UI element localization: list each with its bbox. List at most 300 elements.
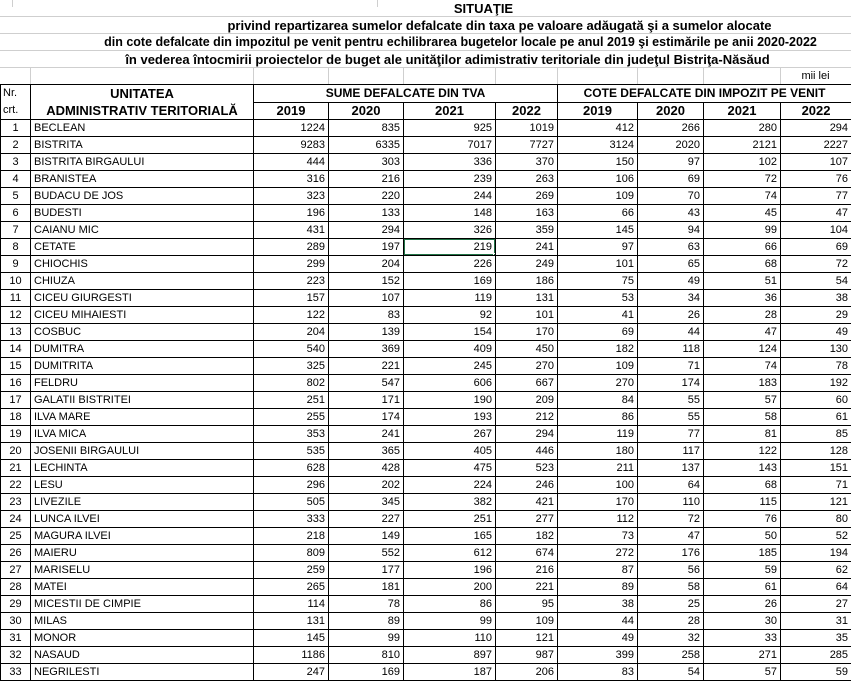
value-cell[interactable]: 51 — [704, 273, 781, 290]
value-cell[interactable]: 270 — [558, 375, 638, 392]
row-number-cell[interactable]: 9 — [1, 256, 31, 273]
value-cell[interactable]: 74 — [704, 358, 781, 375]
value-cell[interactable]: 130 — [781, 341, 851, 358]
value-cell[interactable]: 124 — [704, 341, 781, 358]
value-cell[interactable]: 1019 — [496, 120, 558, 137]
row-number-cell[interactable]: 3 — [1, 154, 31, 171]
value-cell[interactable]: 86 — [558, 409, 638, 426]
value-cell[interactable]: 54 — [781, 273, 851, 290]
value-cell[interactable]: 81 — [704, 426, 781, 443]
value-cell[interactable]: 431 — [254, 222, 329, 239]
value-cell[interactable]: 365 — [329, 443, 404, 460]
row-number-cell[interactable]: 17 — [1, 392, 31, 409]
unit-name-cell[interactable]: DUMITRA — [31, 341, 254, 358]
value-cell[interactable]: 28 — [638, 613, 704, 630]
row-number-cell[interactable]: 7 — [1, 222, 31, 239]
unit-name-cell[interactable]: MAGURA ILVEI — [31, 528, 254, 545]
value-cell[interactable]: 49 — [638, 273, 704, 290]
value-cell[interactable]: 421 — [496, 494, 558, 511]
value-cell[interactable]: 97 — [638, 154, 704, 171]
value-cell[interactable]: 266 — [638, 120, 704, 137]
value-cell[interactable]: 34 — [638, 290, 704, 307]
value-cell[interactable]: 218 — [254, 528, 329, 545]
value-cell[interactable]: 169 — [329, 664, 404, 681]
active-cell[interactable]: 219 — [404, 239, 496, 256]
value-cell[interactable]: 66 — [558, 205, 638, 222]
value-cell[interactable]: 69 — [558, 324, 638, 341]
value-cell[interactable]: 370 — [496, 154, 558, 171]
value-cell[interactable]: 9283 — [254, 137, 329, 154]
value-cell[interactable]: 6335 — [329, 137, 404, 154]
value-cell[interactable]: 110 — [404, 630, 496, 647]
value-cell[interactable]: 109 — [558, 358, 638, 375]
value-cell[interactable]: 325 — [254, 358, 329, 375]
year-header-tva-2021[interactable]: 2021 — [404, 102, 496, 120]
value-cell[interactable]: 26 — [704, 596, 781, 613]
row-number-cell[interactable]: 25 — [1, 528, 31, 545]
value-cell[interactable]: 57 — [704, 392, 781, 409]
unit-name-cell[interactable]: LESU — [31, 477, 254, 494]
value-cell[interactable]: 345 — [329, 494, 404, 511]
value-cell[interactable]: 226 — [404, 256, 496, 273]
row-number-cell[interactable]: 28 — [1, 579, 31, 596]
row-number-cell[interactable]: 8 — [1, 239, 31, 256]
value-cell[interactable]: 277 — [496, 511, 558, 528]
value-cell[interactable]: 109 — [558, 188, 638, 205]
row-number-cell[interactable]: 11 — [1, 290, 31, 307]
value-cell[interactable]: 316 — [254, 171, 329, 188]
value-cell[interactable]: 78 — [781, 358, 851, 375]
value-cell[interactable]: 109 — [496, 613, 558, 630]
value-cell[interactable]: 119 — [558, 426, 638, 443]
value-cell[interactable]: 802 — [254, 375, 329, 392]
value-cell[interactable]: 41 — [558, 307, 638, 324]
value-cell[interactable]: 58 — [704, 409, 781, 426]
value-cell[interactable]: 52 — [781, 528, 851, 545]
value-cell[interactable]: 85 — [781, 426, 851, 443]
nr-crt-header-cell[interactable] — [1, 85, 31, 120]
value-cell[interactable]: 181 — [329, 579, 404, 596]
value-cell[interactable]: 99 — [704, 222, 781, 239]
unit-name-cell[interactable]: MAIERU — [31, 545, 254, 562]
value-cell[interactable]: 450 — [496, 341, 558, 358]
value-cell[interactable]: 57 — [704, 664, 781, 681]
value-cell[interactable]: 333 — [254, 511, 329, 528]
value-cell[interactable]: 176 — [638, 545, 704, 562]
value-cell[interactable]: 299 — [254, 256, 329, 273]
value-cell[interactable]: 83 — [329, 307, 404, 324]
value-cell[interactable]: 269 — [496, 188, 558, 205]
value-cell[interactable]: 32 — [638, 630, 704, 647]
value-cell[interactable]: 63 — [638, 239, 704, 256]
unit-name-cell[interactable]: LIVEZILE — [31, 494, 254, 511]
row-number-cell[interactable]: 33 — [1, 664, 31, 681]
value-cell[interactable]: 145 — [558, 222, 638, 239]
row-number-cell[interactable]: 2 — [1, 137, 31, 154]
year-header-tva-2022[interactable]: 2022 — [496, 102, 558, 120]
value-cell[interactable]: 271 — [704, 647, 781, 664]
value-cell[interactable]: 101 — [558, 256, 638, 273]
value-cell[interactable]: 66 — [704, 239, 781, 256]
unit-name-cell[interactable]: CETATE — [31, 239, 254, 256]
unit-name-cell[interactable]: DUMITRITA — [31, 358, 254, 375]
value-cell[interactable]: 251 — [254, 392, 329, 409]
value-cell[interactable]: 122 — [704, 443, 781, 460]
value-cell[interactable]: 326 — [404, 222, 496, 239]
value-cell[interactable]: 2121 — [704, 137, 781, 154]
row-number-cell[interactable]: 1 — [1, 120, 31, 137]
value-cell[interactable]: 122 — [254, 307, 329, 324]
value-cell[interactable]: 3124 — [558, 137, 638, 154]
value-cell[interactable]: 33 — [704, 630, 781, 647]
value-cell[interactable]: 628 — [254, 460, 329, 477]
value-cell[interactable]: 552 — [329, 545, 404, 562]
value-cell[interactable]: 535 — [254, 443, 329, 460]
value-cell[interactable]: 216 — [496, 562, 558, 579]
value-cell[interactable]: 204 — [254, 324, 329, 341]
value-cell[interactable]: 323 — [254, 188, 329, 205]
value-cell[interactable]: 211 — [558, 460, 638, 477]
value-cell[interactable]: 102 — [704, 154, 781, 171]
value-cell[interactable]: 405 — [404, 443, 496, 460]
unit-name-cell[interactable]: BRANISTEA — [31, 171, 254, 188]
value-cell[interactable]: 35 — [781, 630, 851, 647]
value-cell[interactable]: 165 — [404, 528, 496, 545]
value-cell[interactable]: 131 — [496, 290, 558, 307]
value-cell[interactable]: 540 — [254, 341, 329, 358]
value-cell[interactable]: 186 — [496, 273, 558, 290]
value-cell[interactable]: 76 — [781, 171, 851, 188]
row-number-cell[interactable]: 32 — [1, 647, 31, 664]
row-number-cell[interactable]: 18 — [1, 409, 31, 426]
value-cell[interactable]: 206 — [496, 664, 558, 681]
unit-name-cell[interactable]: NEGRILESTI — [31, 664, 254, 681]
unit-name-cell[interactable]: ILVA MICA — [31, 426, 254, 443]
value-cell[interactable]: 114 — [254, 596, 329, 613]
value-cell[interactable]: 209 — [496, 392, 558, 409]
value-cell[interactable]: 74 — [704, 188, 781, 205]
value-cell[interactable]: 196 — [254, 205, 329, 222]
unit-name-cell[interactable]: BECLEAN — [31, 120, 254, 137]
year-header-ipv-2022[interactable]: 2022 — [781, 102, 851, 120]
row-number-cell[interactable]: 12 — [1, 307, 31, 324]
value-cell[interactable]: 382 — [404, 494, 496, 511]
value-cell[interactable]: 444 — [254, 154, 329, 171]
value-cell[interactable]: 187 — [404, 664, 496, 681]
value-cell[interactable]: 294 — [781, 120, 851, 137]
value-cell[interactable]: 192 — [781, 375, 851, 392]
unit-name-cell[interactable]: BISTRITA BIRGAULUI — [31, 154, 254, 171]
value-cell[interactable]: 100 — [558, 477, 638, 494]
value-cell[interactable]: 139 — [329, 324, 404, 341]
year-header-tva-2020[interactable]: 2020 — [329, 102, 404, 120]
value-cell[interactable]: 336 — [404, 154, 496, 171]
value-cell[interactable]: 30 — [704, 613, 781, 630]
value-cell[interactable]: 412 — [558, 120, 638, 137]
value-cell[interactable]: 60 — [781, 392, 851, 409]
value-cell[interactable]: 69 — [638, 171, 704, 188]
value-cell[interactable]: 44 — [558, 613, 638, 630]
unit-name-cell[interactable]: CHIUZA — [31, 273, 254, 290]
value-cell[interactable]: 249 — [496, 256, 558, 273]
value-cell[interactable]: 149 — [329, 528, 404, 545]
value-cell[interactable]: 197 — [329, 239, 404, 256]
value-cell[interactable]: 174 — [638, 375, 704, 392]
value-cell[interactable]: 2020 — [638, 137, 704, 154]
value-cell[interactable]: 55 — [638, 392, 704, 409]
value-cell[interactable]: 117 — [638, 443, 704, 460]
value-cell[interactable]: 258 — [638, 647, 704, 664]
value-cell[interactable]: 220 — [329, 188, 404, 205]
value-cell[interactable]: 289 — [254, 239, 329, 256]
value-cell[interactable]: 77 — [781, 188, 851, 205]
value-cell[interactable]: 49 — [558, 630, 638, 647]
value-cell[interactable]: 28 — [704, 307, 781, 324]
value-cell[interactable]: 59 — [704, 562, 781, 579]
value-cell[interactable]: 154 — [404, 324, 496, 341]
value-cell[interactable]: 606 — [404, 375, 496, 392]
value-cell[interactable]: 267 — [404, 426, 496, 443]
value-cell[interactable]: 245 — [404, 358, 496, 375]
value-cell[interactable]: 674 — [496, 545, 558, 562]
value-cell[interactable]: 72 — [781, 256, 851, 273]
value-cell[interactable]: 369 — [329, 341, 404, 358]
value-cell[interactable]: 547 — [329, 375, 404, 392]
value-cell[interactable]: 174 — [329, 409, 404, 426]
value-cell[interactable]: 121 — [781, 494, 851, 511]
row-number-cell[interactable]: 24 — [1, 511, 31, 528]
value-cell[interactable]: 31 — [781, 613, 851, 630]
value-cell[interactable]: 399 — [558, 647, 638, 664]
value-cell[interactable]: 94 — [638, 222, 704, 239]
value-cell[interactable]: 272 — [558, 545, 638, 562]
unit-name-cell[interactable]: MATEI — [31, 579, 254, 596]
unit-name-cell[interactable]: MARISELU — [31, 562, 254, 579]
value-cell[interactable]: 227 — [329, 511, 404, 528]
value-cell[interactable]: 128 — [781, 443, 851, 460]
value-cell[interactable]: 143 — [704, 460, 781, 477]
value-cell[interactable]: 212 — [496, 409, 558, 426]
value-cell[interactable]: 95 — [496, 596, 558, 613]
value-cell[interactable]: 221 — [496, 579, 558, 596]
value-cell[interactable]: 190 — [404, 392, 496, 409]
value-cell[interactable]: 810 — [329, 647, 404, 664]
value-cell[interactable]: 61 — [704, 579, 781, 596]
row-number-cell[interactable]: 22 — [1, 477, 31, 494]
value-cell[interactable]: 78 — [329, 596, 404, 613]
value-cell[interactable]: 359 — [496, 222, 558, 239]
row-number-cell[interactable]: 21 — [1, 460, 31, 477]
value-cell[interactable]: 259 — [254, 562, 329, 579]
value-cell[interactable]: 182 — [558, 341, 638, 358]
row-number-cell[interactable]: 26 — [1, 545, 31, 562]
value-cell[interactable]: 110 — [638, 494, 704, 511]
value-cell[interactable]: 244 — [404, 188, 496, 205]
value-cell[interactable]: 157 — [254, 290, 329, 307]
row-number-cell[interactable]: 10 — [1, 273, 31, 290]
group-header-tva[interactable]: SUME DEFALCATE DIN TVA — [254, 85, 558, 103]
value-cell[interactable]: 667 — [496, 375, 558, 392]
value-cell[interactable]: 169 — [404, 273, 496, 290]
value-cell[interactable]: 101 — [496, 307, 558, 324]
value-cell[interactable]: 294 — [496, 426, 558, 443]
unit-name-cell[interactable]: CHIOCHIS — [31, 256, 254, 273]
value-cell[interactable]: 71 — [638, 358, 704, 375]
unit-name-cell[interactable]: BISTRITA — [31, 137, 254, 154]
value-cell[interactable]: 221 — [329, 358, 404, 375]
value-cell[interactable]: 180 — [558, 443, 638, 460]
value-cell[interactable]: 54 — [638, 664, 704, 681]
value-cell[interactable]: 294 — [329, 222, 404, 239]
row-number-cell[interactable]: 13 — [1, 324, 31, 341]
unit-name-cell[interactable]: GALATII BISTRITEI — [31, 392, 254, 409]
value-cell[interactable]: 49 — [781, 324, 851, 341]
value-cell[interactable]: 353 — [254, 426, 329, 443]
value-cell[interactable]: 80 — [781, 511, 851, 528]
value-cell[interactable]: 303 — [329, 154, 404, 171]
value-cell[interactable]: 137 — [638, 460, 704, 477]
value-cell[interactable]: 61 — [781, 409, 851, 426]
value-cell[interactable]: 835 — [329, 120, 404, 137]
value-cell[interactable]: 47 — [704, 324, 781, 341]
value-cell[interactable]: 43 — [638, 205, 704, 222]
value-cell[interactable]: 69 — [781, 239, 851, 256]
value-cell[interactable]: 148 — [404, 205, 496, 222]
value-cell[interactable]: 183 — [704, 375, 781, 392]
value-cell[interactable]: 64 — [781, 579, 851, 596]
value-cell[interactable]: 285 — [781, 647, 851, 664]
value-cell[interactable]: 89 — [558, 579, 638, 596]
value-cell[interactable]: 83 — [558, 664, 638, 681]
unit-name-cell[interactable]: MONOR — [31, 630, 254, 647]
value-cell[interactable]: 71 — [781, 477, 851, 494]
value-cell[interactable]: 89 — [329, 613, 404, 630]
value-cell[interactable]: 27 — [781, 596, 851, 613]
value-cell[interactable]: 185 — [704, 545, 781, 562]
row-number-cell[interactable]: 19 — [1, 426, 31, 443]
value-cell[interactable]: 133 — [329, 205, 404, 222]
value-cell[interactable]: 59 — [781, 664, 851, 681]
value-cell[interactable]: 36 — [704, 290, 781, 307]
value-cell[interactable]: 265 — [254, 579, 329, 596]
value-cell[interactable]: 72 — [704, 171, 781, 188]
value-cell[interactable]: 150 — [558, 154, 638, 171]
value-cell[interactable]: 897 — [404, 647, 496, 664]
row-number-cell[interactable]: 15 — [1, 358, 31, 375]
unit-name-cell[interactable]: NASAUD — [31, 647, 254, 664]
value-cell[interactable]: 118 — [638, 341, 704, 358]
value-cell[interactable]: 204 — [329, 256, 404, 273]
value-cell[interactable]: 45 — [704, 205, 781, 222]
value-cell[interactable]: 200 — [404, 579, 496, 596]
unit-name-cell[interactable]: FELDRU — [31, 375, 254, 392]
value-cell[interactable]: 987 — [496, 647, 558, 664]
value-cell[interactable]: 255 — [254, 409, 329, 426]
value-cell[interactable]: 86 — [404, 596, 496, 613]
value-cell[interactable]: 58 — [638, 579, 704, 596]
unit-name-cell[interactable]: LECHINTA — [31, 460, 254, 477]
value-cell[interactable]: 47 — [781, 205, 851, 222]
value-cell[interactable]: 475 — [404, 460, 496, 477]
unit-name-cell[interactable]: COSBUC — [31, 324, 254, 341]
value-cell[interactable]: 409 — [404, 341, 496, 358]
value-cell[interactable]: 65 — [638, 256, 704, 273]
value-cell[interactable]: 246 — [496, 477, 558, 494]
unit-name-cell[interactable]: BUDACU DE JOS — [31, 188, 254, 205]
year-header-ipv-2020[interactable]: 2020 — [638, 102, 704, 120]
unit-name-cell[interactable]: LUNCA ILVEI — [31, 511, 254, 528]
value-cell[interactable]: 296 — [254, 477, 329, 494]
value-cell[interactable]: 53 — [558, 290, 638, 307]
value-cell[interactable]: 107 — [329, 290, 404, 307]
value-cell[interactable]: 925 — [404, 120, 496, 137]
value-cell[interactable]: 50 — [704, 528, 781, 545]
value-cell[interactable]: 239 — [404, 171, 496, 188]
value-cell[interactable]: 152 — [329, 273, 404, 290]
value-cell[interactable]: 68 — [704, 477, 781, 494]
value-cell[interactable]: 68 — [704, 256, 781, 273]
value-cell[interactable]: 131 — [254, 613, 329, 630]
year-header-ipv-2021[interactable]: 2021 — [704, 102, 781, 120]
value-cell[interactable]: 64 — [638, 477, 704, 494]
value-cell[interactable]: 112 — [558, 511, 638, 528]
value-cell[interactable]: 75 — [558, 273, 638, 290]
value-cell[interactable]: 523 — [496, 460, 558, 477]
row-number-cell[interactable]: 27 — [1, 562, 31, 579]
value-cell[interactable]: 76 — [704, 511, 781, 528]
value-cell[interactable]: 70 — [638, 188, 704, 205]
value-cell[interactable]: 193 — [404, 409, 496, 426]
row-number-cell[interactable]: 31 — [1, 630, 31, 647]
value-cell[interactable]: 247 — [254, 664, 329, 681]
value-cell[interactable]: 62 — [781, 562, 851, 579]
unit-name-cell[interactable]: ILVA MARE — [31, 409, 254, 426]
value-cell[interactable]: 809 — [254, 545, 329, 562]
value-cell[interactable]: 44 — [638, 324, 704, 341]
value-cell[interactable]: 47 — [638, 528, 704, 545]
value-cell[interactable]: 241 — [329, 426, 404, 443]
row-number-cell[interactable]: 20 — [1, 443, 31, 460]
row-number-cell[interactable]: 6 — [1, 205, 31, 222]
value-cell[interactable]: 280 — [704, 120, 781, 137]
value-cell[interactable]: 251 — [404, 511, 496, 528]
unit-name-cell[interactable]: JOSENII BIRGAULUI — [31, 443, 254, 460]
value-cell[interactable]: 224 — [404, 477, 496, 494]
value-cell[interactable]: 216 — [329, 171, 404, 188]
value-cell[interactable]: 505 — [254, 494, 329, 511]
unit-name-cell[interactable]: CICEU GIURGESTI — [31, 290, 254, 307]
value-cell[interactable]: 446 — [496, 443, 558, 460]
value-cell[interactable]: 25 — [638, 596, 704, 613]
value-cell[interactable]: 107 — [781, 154, 851, 171]
value-cell[interactable]: 55 — [638, 409, 704, 426]
value-cell[interactable]: 56 — [638, 562, 704, 579]
value-cell[interactable]: 7017 — [404, 137, 496, 154]
value-cell[interactable]: 72 — [638, 511, 704, 528]
value-cell[interactable]: 26 — [638, 307, 704, 324]
value-cell[interactable]: 428 — [329, 460, 404, 477]
unit-name-cell[interactable]: BUDESTI — [31, 205, 254, 222]
value-cell[interactable]: 182 — [496, 528, 558, 545]
value-cell[interactable]: 2227 — [781, 137, 851, 154]
row-number-cell[interactable]: 16 — [1, 375, 31, 392]
value-cell[interactable]: 77 — [638, 426, 704, 443]
group-header-income-tax[interactable]: COTE DEFALCATE DIN IMPOZIT PE VENIT — [558, 85, 851, 103]
value-cell[interactable]: 145 — [254, 630, 329, 647]
unit-header-cell[interactable] — [31, 85, 254, 120]
value-cell[interactable]: 241 — [496, 239, 558, 256]
value-cell[interactable]: 612 — [404, 545, 496, 562]
